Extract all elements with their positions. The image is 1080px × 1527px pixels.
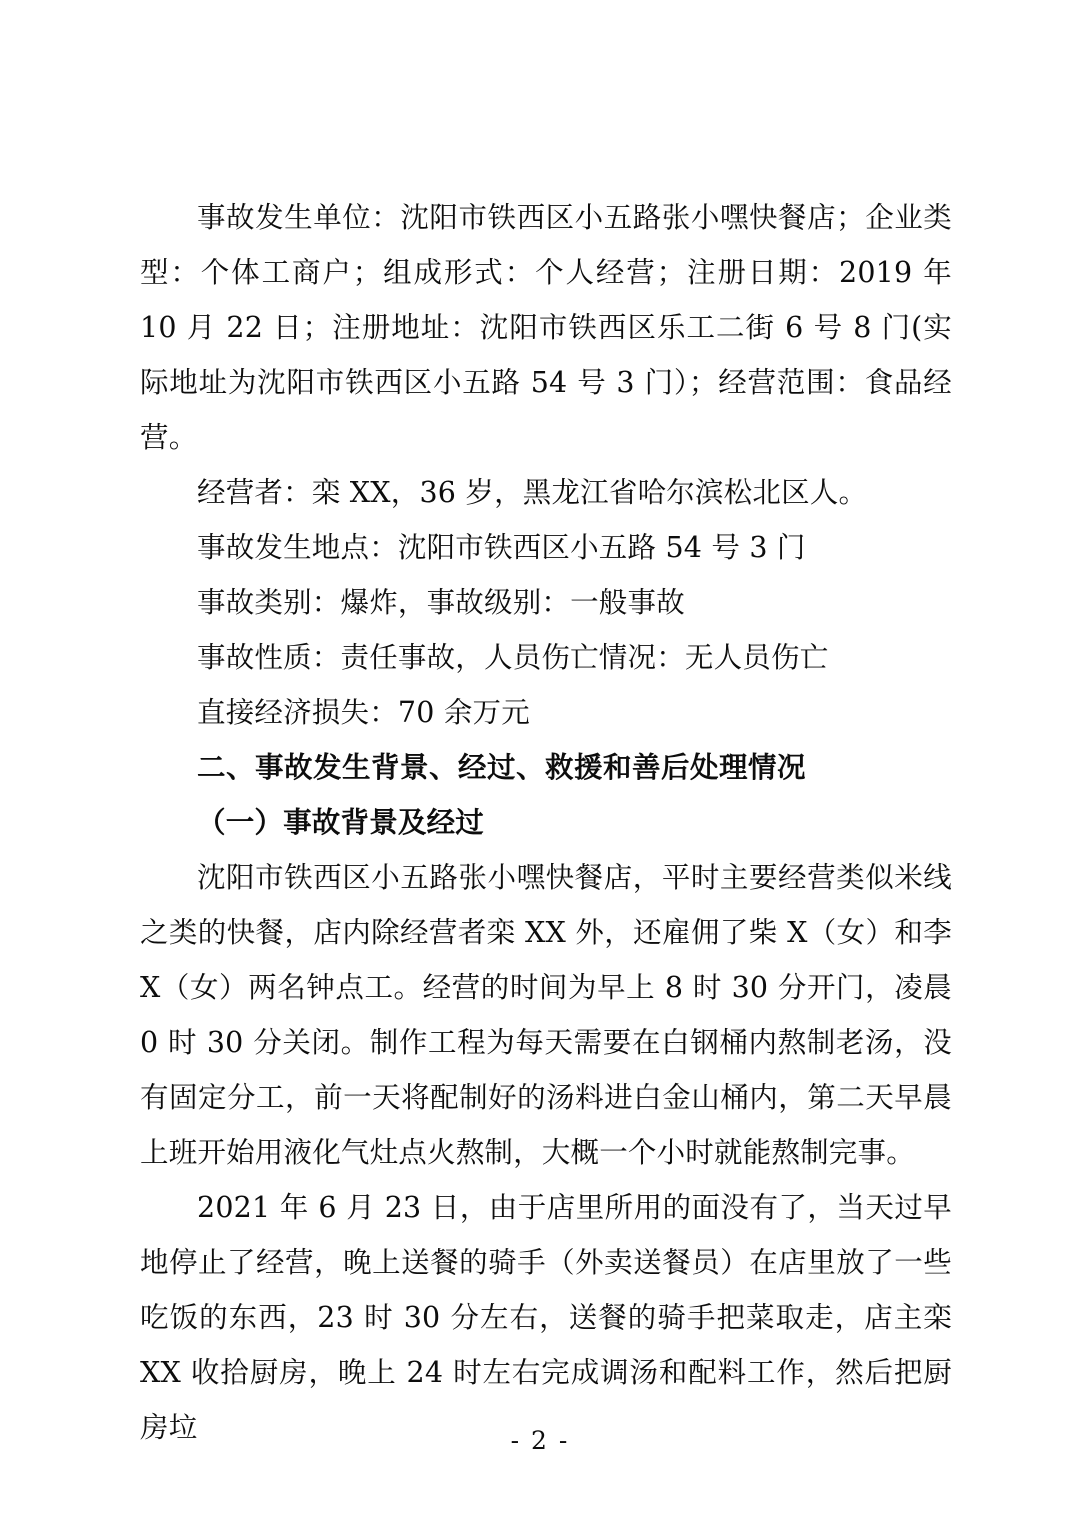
paragraph-operator: 经营者：栾 XX，36 岁，黑龙江省哈尔滨松北区人。 [197, 476, 868, 509]
page-footer [0, 1426, 1080, 1455]
paragraph-accident-nature: 事故性质：责任事故，人员伤亡情况：无人员伤亡 [197, 641, 829, 674]
paragraph-accident-category: 事故类别：爆炸，事故级别：一般事故 [197, 586, 685, 619]
page-number: - 2 - [510, 1426, 570, 1455]
paragraph-economic-loss: 直接经济损失：70 余万元 [197, 696, 530, 729]
section-heading-two: 二、事故发生背景、经过、救援和善后处理情况 [197, 751, 807, 784]
paragraph-event-sequence: 2021 年 6 月 23 日，由于店里所用的面没有了，当天过早地停止了经营，晚上送餐的骑手（外卖送餐员）在店里放了一些吃饭的东西，23 时 30 分左右，送餐的骑手把菜取走，店主栾 XX 收拾厨房，晚上 24 时左右完成调汤和配料工作，然后把厨房垃 [140, 1191, 952, 1444]
paragraph-background: 沈阳市铁西区小五路张小嘿快餐店，平时主要经营类似米线之类的快餐，店内除经营者栾 XX 外，还雇佣了柴 X（女）和李 X（女）两名钟点工。经营的时间为早上 8 时 30 分开门，凌晨 0 时 30 分关闭。制作工程为每天需要在白钢桶内熬制老汤，没有固定分工，前一天将配制好的汤料进白金山桶内，第二天早晨上班开始用液化气灶点火熬制，大概一个小时就能熬制完事。 [140, 861, 952, 1169]
paragraph-accident-location: 事故发生地点：沈阳市铁西区小五路 54 号 3 门 [197, 531, 806, 564]
subsection-heading-one: （一）事故背景及经过 [197, 805, 485, 839]
document-body [140, 190, 952, 1455]
paragraph-company-info: 事故发生单位：沈阳市铁西区小五路张小嘿快餐店；企业类型：个体工商户；组成形式：个人经营；注册日期：2019 年 10 月 22 日；注册地址：沈阳市铁西区乐工二街 6 号 8 门(实际地址为沈阳市铁西区小五路 54 号 3 门）；经营范围：食品经营。 [140, 201, 952, 454]
